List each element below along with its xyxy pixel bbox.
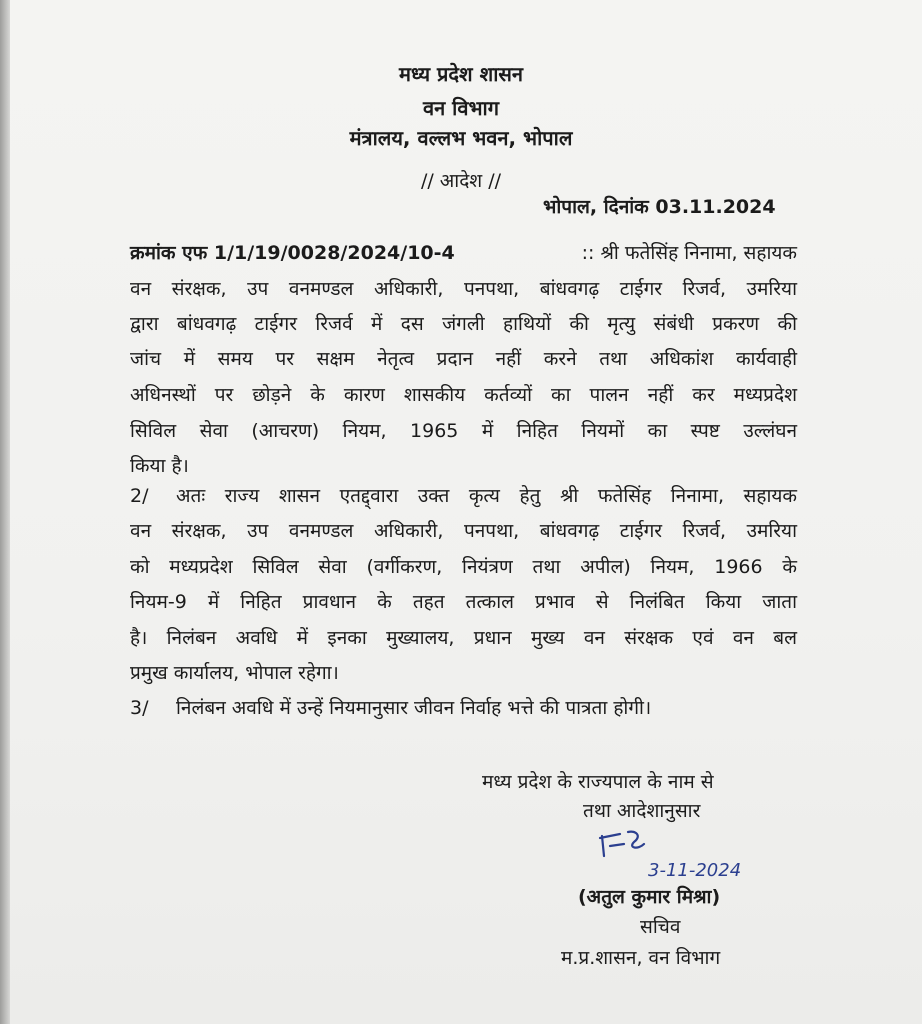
paragraph-2-line: नियम-9 में निहित प्रावधान के तहत तत्काल प्रभाव से निलंबित किया जाता bbox=[130, 591, 797, 613]
page-edge-shadow bbox=[0, 0, 10, 1024]
signatory-designation: सचिव bbox=[640, 916, 681, 938]
header-government: मध्य प्रदेश शासन bbox=[398, 62, 523, 86]
paragraph-2-line: को मध्यप्रदेश सिविल सेवा (वर्गीकरण, नियंत्रण तथा अपील) नियम, 1966 के bbox=[130, 556, 797, 578]
signatory-name: (अतुल कुमार मिश्रा) bbox=[578, 886, 721, 908]
paragraph-2-line: अतः राज्य शासन एतद्द्वारा उक्त कृत्य हेतु श्री फतेसिंह निनामा, सहायक bbox=[176, 485, 797, 507]
order-title: // आदेश // bbox=[420, 170, 502, 192]
paragraph-1-line: द्वारा बांधवगढ़ टाईगर रिजर्व में दस जंगली हाथियों की मृत्यु संबंधी प्रकरण की bbox=[130, 313, 797, 335]
paragraph-1-line: :: श्री फतेसिंह निनामा, सहायक bbox=[581, 242, 797, 264]
governor-order-line: मध्य प्रदेश के राज्यपाल के नाम से bbox=[482, 771, 714, 793]
signatory-office: म.प्र.शासन, वन विभाग bbox=[561, 947, 721, 969]
paragraph-2-line: वन संरक्षक, उप वनमण्डल अधिकारी, पनपथा, बांधवगढ़ टाईगर रिजर्व, उमरिया bbox=[130, 520, 797, 542]
handwritten-date: 3-11-2024 bbox=[648, 860, 742, 881]
paragraph-1-line: किया है। bbox=[130, 455, 189, 477]
paragraph-1-line: सिविल सेवा (आचरण) नियम, 1965 में निहित नियमों का स्पष्ट उल्लंघन bbox=[130, 420, 797, 442]
paragraph-1-line: वन संरक्षक, उप वनमण्डल अधिकारी, पनपथा, बांधवगढ़ टाईगर रिजर्व, उमरिया bbox=[130, 278, 797, 300]
by-order-line: तथा आदेशानुसार bbox=[583, 800, 701, 822]
paragraph-1-line: जांच में समय पर सक्षम नेतृत्व प्रदान नहीं करने तथा अधिकांश कार्यवाही bbox=[130, 348, 797, 370]
header-address: मंत्रालय, वल्लभ भवन, भोपाल bbox=[349, 126, 573, 150]
paragraph-2-line: है। निलंबन अवधि में इनका मुख्यालय, प्रधान मुख्य वन संरक्षक एवं वन बल bbox=[130, 627, 797, 649]
place-date: भोपाल, दिनांक 03.11.2024 bbox=[543, 196, 776, 218]
order-reference-number: क्रमांक एफ 1/1/19/0028/2024/10-4 bbox=[130, 242, 455, 264]
paragraph-3-number: 3/ bbox=[130, 697, 149, 719]
paragraph-2-number: 2/ bbox=[130, 485, 149, 507]
header-department: वन विभाग bbox=[423, 96, 499, 120]
paragraph-3-text: निलंबन अवधि में उन्हें नियमानुसार जीवन निर्वाह भत्ते की पात्रता होगी। bbox=[176, 697, 652, 719]
paragraph-1-line: अधिनस्थों पर छोड़ने के कारण शासकीय कर्तव्यों का पालन नहीं कर मध्यप्रदेश bbox=[130, 384, 797, 406]
handwritten-signature bbox=[598, 826, 788, 886]
paragraph-2-line: प्रमुख कार्यालय, भोपाल रहेगा। bbox=[130, 662, 339, 684]
